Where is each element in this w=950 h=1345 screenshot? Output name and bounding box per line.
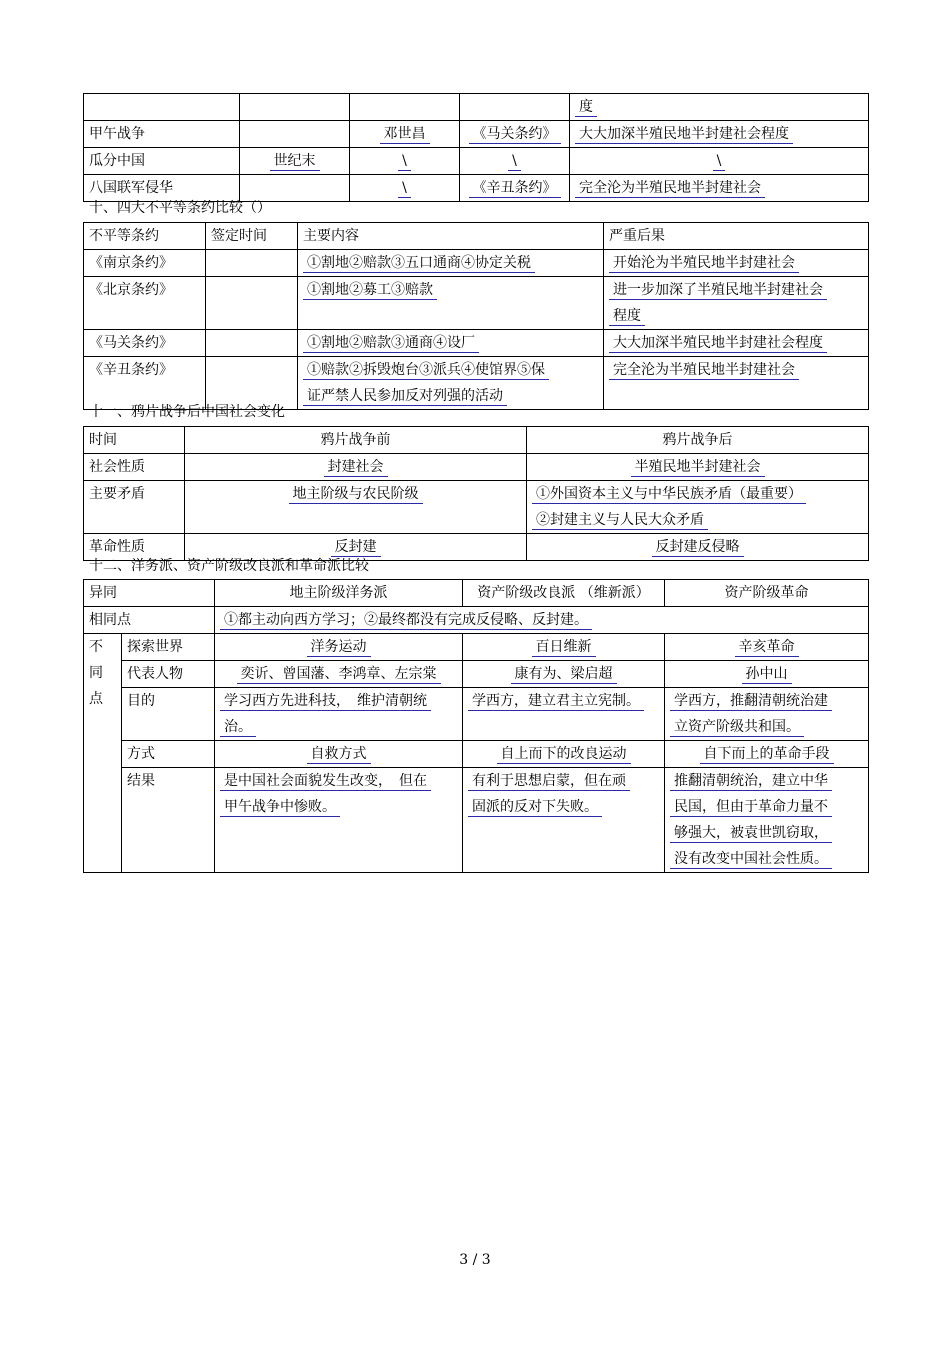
compare-cell (215, 634, 463, 661)
compare-cell (215, 741, 463, 768)
compare-cell (463, 661, 665, 688)
compare-cell (463, 768, 665, 873)
treaty-content (298, 357, 604, 410)
effect-text: \ (713, 153, 726, 171)
effect-cell (570, 148, 869, 175)
column-header: 鸦片战争后 (527, 427, 869, 454)
result-line: 开始沦为半殖民地半封建社会 (609, 255, 799, 273)
cell-line: 康有为、梁启超 (511, 666, 617, 684)
content-line: ①赔款②拆毁炮台③派兵④使馆界⑤保 (303, 362, 549, 380)
content-line: ①割地②募工③赔款 (303, 282, 437, 300)
table-header-row (84, 580, 869, 607)
treaty-result (604, 277, 869, 330)
hero-text: \ (398, 153, 411, 171)
time-text: 世纪末 (270, 153, 320, 171)
hero-cell (350, 175, 460, 202)
compare-cell (215, 688, 463, 741)
section-heading-10: 十、四大不平等条约比较（） (89, 200, 271, 216)
hero-cell (350, 94, 460, 121)
treaty-result (604, 330, 869, 357)
cell-line: 自救方式 (307, 746, 371, 764)
treaty-cell (460, 148, 570, 175)
cell-line: 洋务运动 (307, 639, 371, 657)
after-cell (527, 454, 869, 481)
time-cell (240, 175, 350, 202)
treaty-text: 《辛丑条约》 (469, 180, 561, 198)
cell-line: 奕䜣、曾国藩、李鸿章、左宗棠 (237, 666, 441, 684)
column-header: 鸦片战争前 (185, 427, 527, 454)
page-number: 3 / 3 (459, 1252, 491, 1268)
hero-text: \ (398, 180, 411, 198)
war-cell: 瓜分中国 (84, 148, 240, 175)
compare-cell (463, 634, 665, 661)
table-row (84, 768, 869, 873)
column-header: 签定时间 (206, 223, 298, 250)
section-heading-12: 十二、洋务派、资产阶级改良派和革命派比较 (89, 558, 369, 574)
table-row (84, 454, 869, 481)
treaty-name: 《马关条约》 (84, 330, 206, 357)
before-text: 反封建 (331, 539, 381, 557)
treaty-cell (460, 121, 570, 148)
effect-text: 大大加深半殖民地半封建社会程度 (575, 126, 793, 144)
cell-line: 民国，但由于革命力量不 (670, 799, 832, 817)
same-points-text: ①都主动向西方学习；②最终都没有完成反侵略、反封建。 (220, 612, 592, 630)
effect-text: 完全沦为半殖民地半封建社会 (575, 180, 765, 198)
before-text: 封建社会 (324, 459, 388, 477)
cell-line: 自上而下的改良运动 (497, 746, 631, 764)
cell-line: 治。 (220, 719, 256, 737)
cell-line: 甲午战争中惨败。 (220, 799, 340, 817)
table-header-row (84, 427, 869, 454)
column-header: 资产阶级改良派 （维新派） (463, 580, 665, 607)
content-line: ①割地②赔款③通商④设厂 (303, 335, 479, 353)
treaty-content (298, 330, 604, 357)
diff-label-char: 同 (89, 665, 103, 681)
war-cell: 甲午战争 (84, 121, 240, 148)
table-row (84, 481, 869, 534)
compare-cell (665, 661, 869, 688)
cell-line: 辛亥革命 (735, 639, 799, 657)
cell-line: 有利于思想启蒙，但在顽 (468, 773, 630, 791)
table-row (84, 357, 869, 410)
treaty-content (298, 277, 604, 330)
time-cell (240, 148, 350, 175)
row-label: 革命性质 (84, 534, 185, 561)
table-row (84, 148, 869, 175)
time-cell (240, 94, 350, 121)
column-header: 地主阶级洋务派 (215, 580, 463, 607)
diff-label-char: 不 (89, 639, 103, 655)
compare-cell (665, 768, 869, 873)
row-label: 相同点 (84, 607, 215, 634)
table-row (84, 277, 869, 330)
treaty-name: 《南京条约》 (84, 250, 206, 277)
effect-text: 度 (575, 99, 597, 117)
before-cell (185, 454, 527, 481)
row-label: 方式 (122, 741, 215, 768)
society-change-table (83, 426, 869, 561)
cell-line: 立资产阶级共和国。 (670, 719, 804, 737)
cell-line: 固派的反对下失败。 (468, 799, 602, 817)
table-header-row (84, 223, 869, 250)
column-header: 主要内容 (298, 223, 604, 250)
table-row (84, 250, 869, 277)
before-cell (185, 481, 527, 534)
effect-cell (570, 94, 869, 121)
after-text: ①外国资本主义与中华民族矛盾（最重要） (532, 486, 806, 504)
table-row (84, 94, 869, 121)
cell-line: 孙中山 (742, 666, 792, 684)
column-header: 严重后果 (604, 223, 869, 250)
cell-line: 是中国社会面貌发生改变， 但在 (220, 773, 431, 791)
treaty-time (206, 330, 298, 357)
treaty-table (83, 222, 869, 410)
row-label: 探索世界 (122, 634, 215, 661)
compare-cell (665, 741, 869, 768)
content-line: ①割地②赔款③五口通商④协定关税 (303, 255, 535, 273)
treaty-content (298, 250, 604, 277)
treaty-cell (460, 175, 570, 202)
compare-cell (215, 661, 463, 688)
after-text: 反封建反侵略 (652, 539, 744, 557)
faction-compare-table (83, 579, 869, 873)
result-line: 程度 (609, 308, 645, 326)
column-header: 资产阶级革命 (665, 580, 869, 607)
hero-text: 邓世昌 (380, 126, 430, 144)
result-line: 完全沦为半殖民地半封建社会 (609, 362, 799, 380)
table-row (84, 121, 869, 148)
diff-label (84, 634, 122, 873)
treaty-name: 《辛丑条约》 (84, 357, 206, 410)
after-cell (527, 534, 869, 561)
after-text: 半殖民地半封建社会 (631, 459, 765, 477)
table-row (84, 607, 869, 634)
compare-cell (463, 741, 665, 768)
cell-line: 学习西方先进科技， 维护清朝统 (220, 693, 431, 711)
after-text: ②封建主义与人民大众矛盾 (532, 512, 708, 530)
table-row (84, 330, 869, 357)
cell-line: 百日维新 (532, 639, 596, 657)
treaty-text: \ (508, 153, 521, 171)
row-label: 结果 (122, 768, 215, 873)
row-label: 代表人物 (122, 661, 215, 688)
diff-label-char: 点 (89, 691, 103, 707)
table-row (84, 688, 869, 741)
table-row (84, 661, 869, 688)
compare-cell (665, 634, 869, 661)
cell-line: 学西方，建立君主立宪制。 (468, 693, 644, 711)
hero-cell (350, 148, 460, 175)
result-line: 大大加深半殖民地半封建社会程度 (609, 335, 827, 353)
cell-line: 学西方，推翻清朝统治建 (670, 693, 832, 711)
content-line: 证严禁人民参加反对列强的活动 (303, 388, 507, 406)
compare-cell (665, 688, 869, 741)
cell-line: 没有改变中国社会性质。 (670, 851, 832, 869)
same-points-cell (215, 607, 869, 634)
column-header: 不平等条约 (84, 223, 206, 250)
war-table (83, 93, 869, 202)
after-cell (527, 481, 869, 534)
compare-cell (463, 688, 665, 741)
column-header: 时间 (84, 427, 185, 454)
war-cell (84, 94, 240, 121)
cell-line: 推翻清朝统治，建立中华 (670, 773, 832, 791)
treaty-cell (460, 94, 570, 121)
effect-cell (570, 175, 869, 202)
table-row (84, 634, 869, 661)
table-row (84, 175, 869, 202)
treaty-result (604, 357, 869, 410)
effect-cell (570, 121, 869, 148)
treaty-text: 《马关条约》 (469, 126, 561, 144)
cell-line: 够强大，被袁世凯窃取， (670, 825, 832, 843)
section-heading-11: 十一、鸦片战争后中国社会变化 (89, 404, 285, 420)
treaty-time (206, 277, 298, 330)
before-text: 地主阶级与农民阶级 (289, 486, 423, 504)
row-label: 主要矛盾 (84, 481, 185, 534)
treaty-result (604, 250, 869, 277)
treaty-name: 《北京条约》 (84, 277, 206, 330)
cell-line: 自下而上的革命手段 (700, 746, 834, 764)
compare-cell (215, 768, 463, 873)
column-header: 异同 (84, 580, 215, 607)
row-label: 社会性质 (84, 454, 185, 481)
row-label: 目的 (122, 688, 215, 741)
result-line: 进一步加深了半殖民地半封建社会 (609, 282, 827, 300)
time-cell (240, 121, 350, 148)
war-cell: 八国联军侵华 (84, 175, 240, 202)
table-row (84, 741, 869, 768)
treaty-time (206, 250, 298, 277)
treaty-time (206, 357, 298, 410)
hero-cell (350, 121, 460, 148)
